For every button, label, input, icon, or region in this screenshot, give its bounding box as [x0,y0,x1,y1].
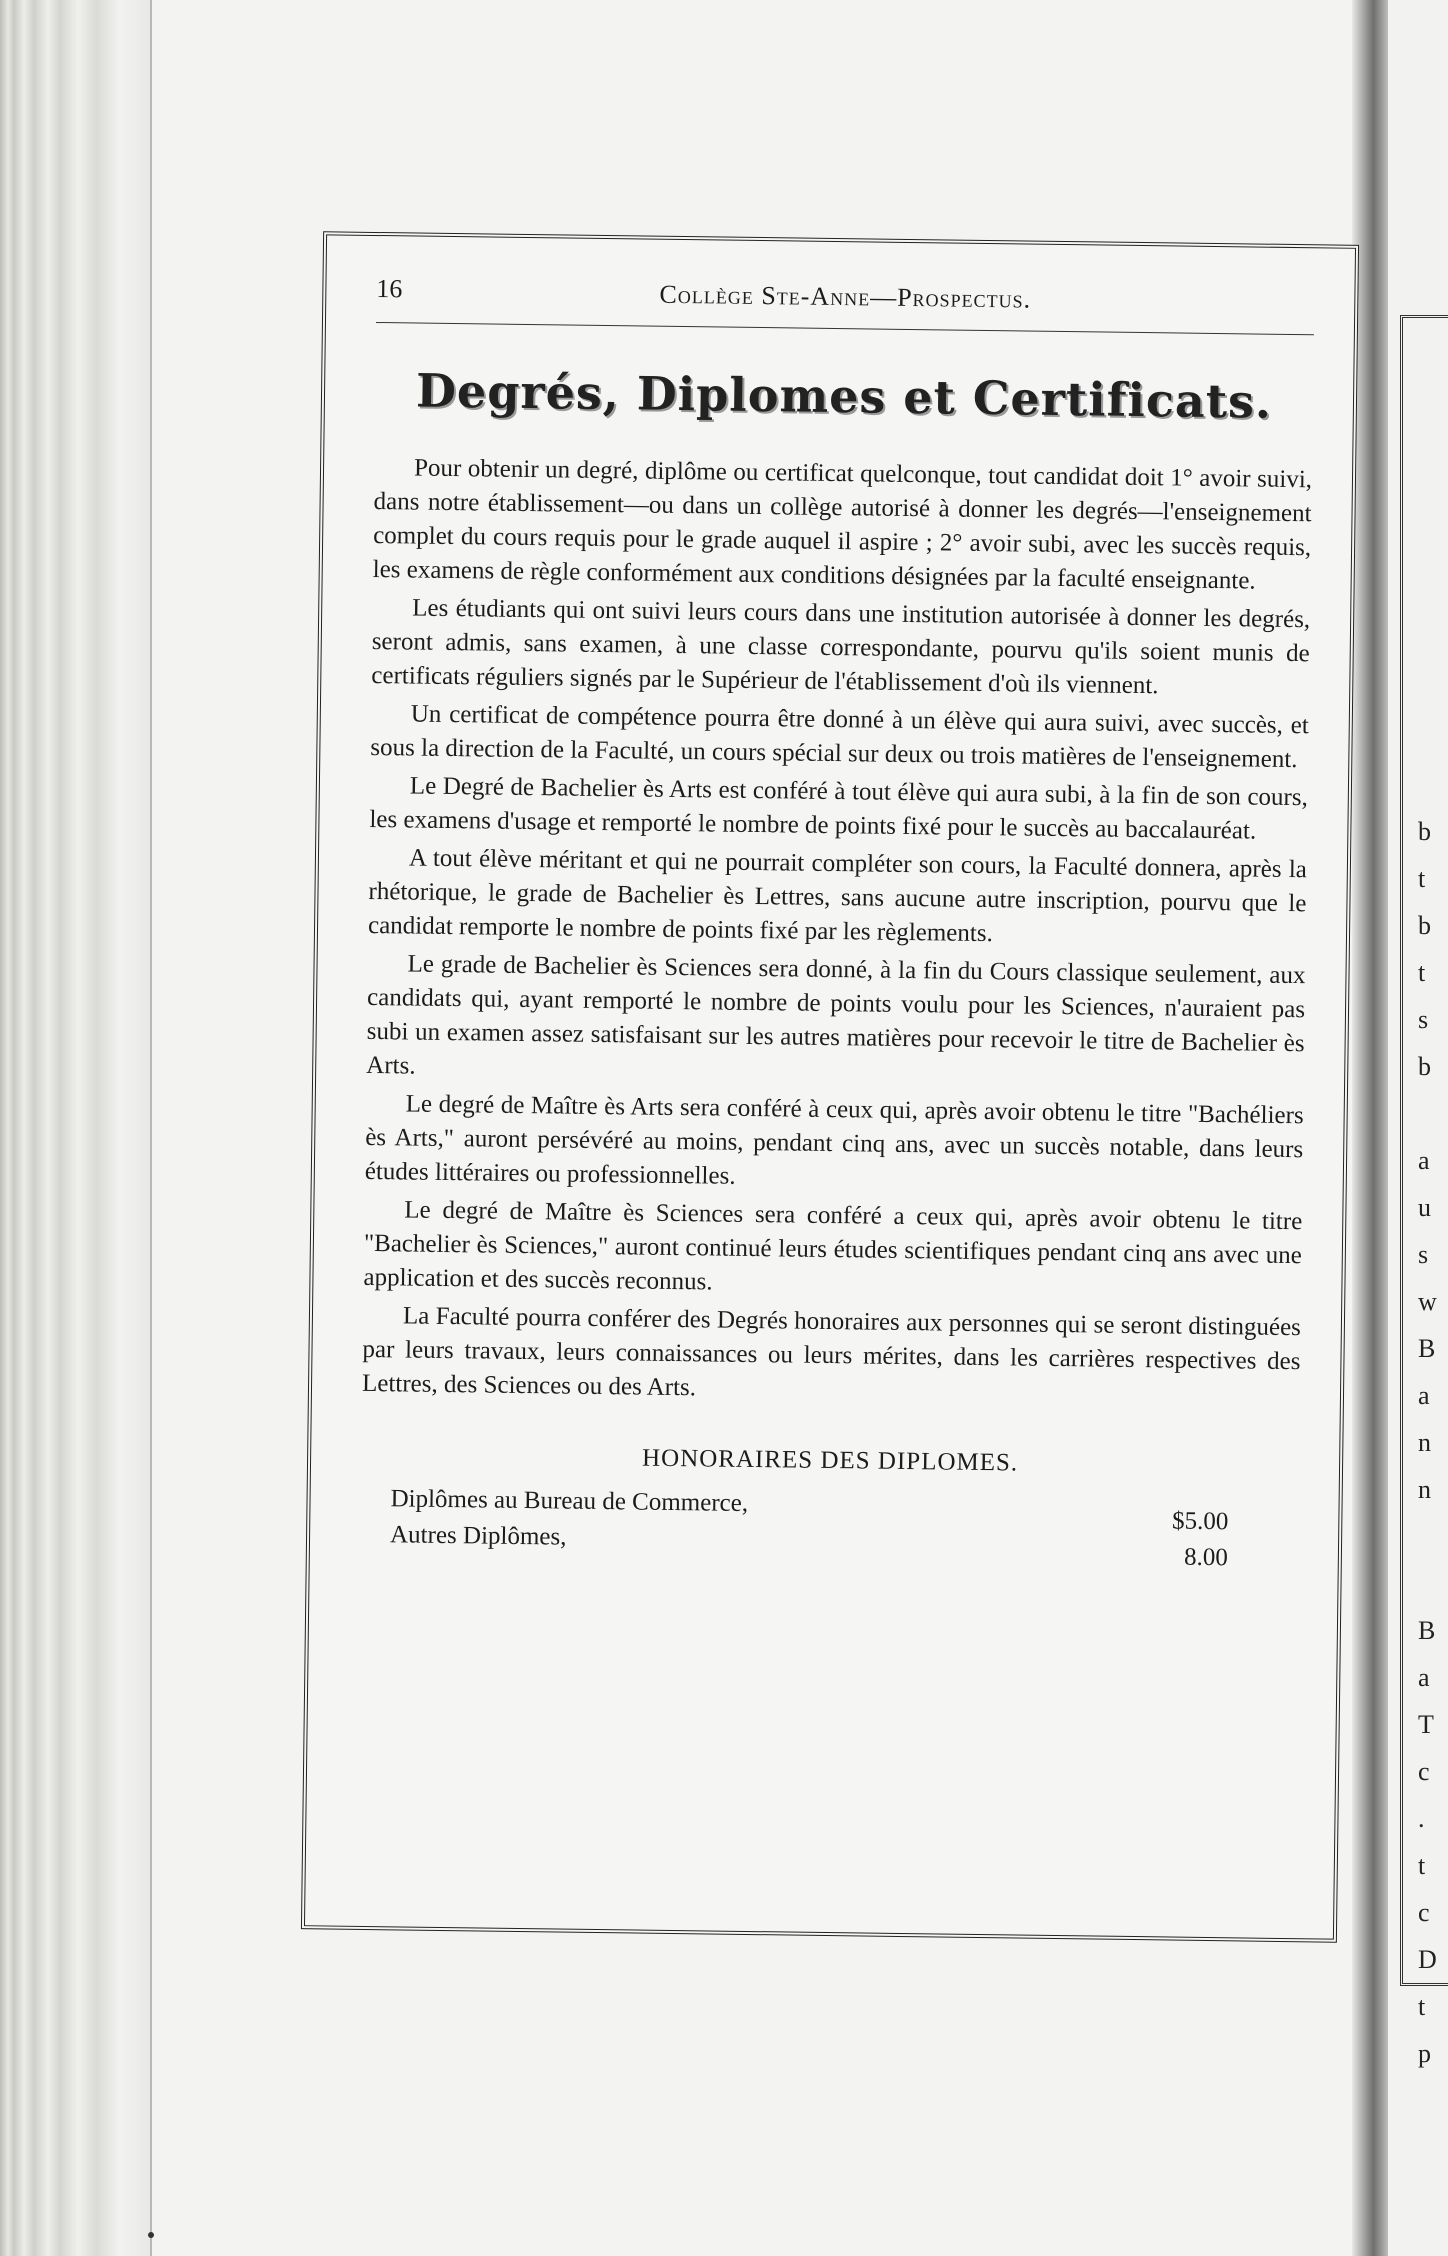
facing-page-letter: T [1418,1710,1434,1739]
facing-page-letter: c [1418,1757,1430,1786]
facing-page-letter: u [1418,1193,1431,1222]
paragraph: A tout élève méritant et qui ne pourrait compléter son cours, la Faculté donnera, après la rhétorique, le grade de Bachelier ès Lettres, sans aucune autre inscription, pourvu que le candidat remporte le nombre de points fixé par les règlements. [367,844,1308,948]
running-head-title: Collège Ste-Anne—Prospectus. [659,279,1032,314]
paragraph: Le degré de Maître ès Arts sera conféré à ceux qui, après avoir obtenu le titre "Bachéliers ès Arts," auront persévéré au moins, pendant cinq ans, avec un succès notable, dans leurs études littéraires ou professionnelles. [364,1090,1304,1190]
facing-page-letter: p [1418,2039,1431,2068]
paragraph: Pour obtenir un degré, diplôme ou certificat quelconque, tout candidat doit 1° avoir suivi, dans notre établissement—ou dans un collège autorisé à donner les degrés—l'enseignement complet du cours requis pour le grade auquel il aspire ; 2° avoir subi, avec les succès requis, les examens de règle conformément aux conditions désignées par la faculté enseignante. [372,454,1313,595]
ink-speck [148,2232,154,2238]
facing-page-letter: s [1418,1005,1429,1034]
facing-page-letter: s [1418,1240,1429,1269]
facing-page-letter: t [1418,1992,1426,2021]
facing-page-letter: a [1418,1663,1430,1692]
paragraph: Le Degré de Bachelier ès Arts est conféré à tout élève qui aura subi, à la fin de son cours, les examens d'usage et remporté le nombre de points fixé pour le succès au baccalauréat. [369,772,1309,845]
page-number: 16 [376,273,403,304]
page-frame [301,231,1359,1942]
facing-page-letter: b [1418,911,1431,940]
facing-page-letter: a [1418,1146,1430,1175]
facing-page-letter: n [1418,1428,1431,1457]
facing-page-letter: B [1418,1334,1436,1363]
facing-page-letter: w [1418,1287,1437,1316]
paragraph: Le grade de Bachelier ès Sciences sera donné, à la fin du Cours classique seulement, aux candidats qui, ayant remporté le nombre de points voulu pour les Sciences, n'auraient pas subi un examen assez satisfaisant sur les autres matières pour recevoir le titre de Bachelier ès Arts. [366,950,1306,1080]
facing-page-letter [1418,1090,1448,1137]
facing-page-letter: . [1418,1804,1425,1833]
page-stack-edges [0,0,150,2256]
facing-page-letter [1418,1513,1448,1560]
facing-page-letter: a [1418,1381,1430,1410]
facing-page-letter: t [1418,864,1426,893]
paragraph: La Faculté pourra conférer des Degrés honoraires aux personnes qui se seront distinguées par leurs travaux, leurs connaissances ou leurs mérites, dans les carrières respectives des Lettres, des Sciences ou des Arts. [361,1302,1302,1402]
facing-page-letter: b [1418,1052,1431,1081]
facing-page-letter: b [1418,817,1431,846]
facing-page-letter: t [1418,1851,1426,1880]
facing-page-letter: B [1418,1616,1436,1645]
section-heading: Degrés, Diplomes et Certificats. [415,363,1273,429]
fees-title: HONORAIRES DES DIPLOMES. [641,1444,1019,1477]
facing-page-letter: D [1418,1945,1437,1974]
paragraph: Les étudiants qui ont suivi leurs cours dans une institution autorisée à donner les degrés, seront admis, sans examen, à une classe correspondante, pourvu qu'ils soient munis de certificats réguliers signés par le Supérieur de l'établissement d'où ils viennent. [371,594,1311,700]
body-text [362,451,1312,1413]
facing-page-letter [1418,1560,1448,1607]
page-content [355,266,1314,1908]
fee-label: Autres Diplômes, [389,1521,567,1551]
facing-page-text [1418,808,1448,2077]
paragraph: Le degré de Maître ès Sciences sera conféré a ceux qui, après avoir obtenu le titre "Bachelier ès Sciences," auront continué leurs études scientifiques pendant cinq ans avec une application et des succès reconnus. [363,1196,1303,1296]
fee-label: Diplômes au Bureau de Commerce, [390,1485,749,1517]
facing-page-letter: c [1418,1898,1430,1927]
running-header [376,266,1315,335]
facing-page-letter: n [1418,1475,1431,1504]
facing-page-letter: t [1418,958,1426,987]
paragraph: Un certificat de compétence pourra être donné à un élève qui aura suivi, avec succès, et sous la direction de la Faculté, un cours spécial sur deux ou trois matières de l'enseignement. [370,700,1309,774]
fee-amount: 8.00 [1183,1543,1229,1572]
fee-amount: $5.00 [1171,1507,1229,1536]
